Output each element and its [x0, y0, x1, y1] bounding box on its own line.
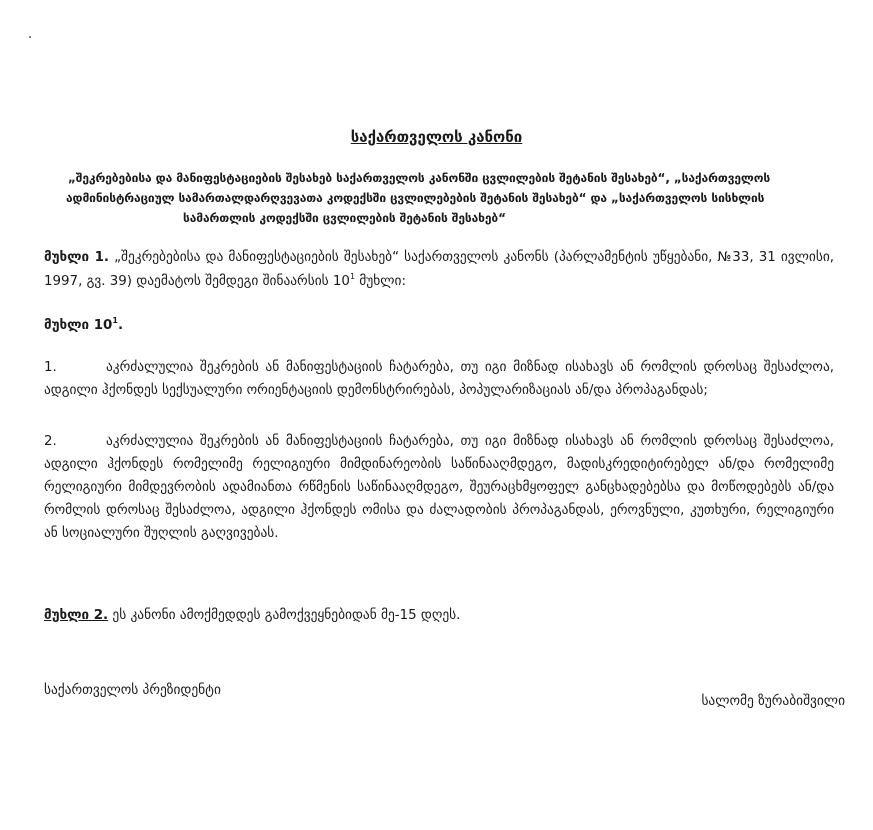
subtitle-line-3: სამართლის კოდექსში ცვლილების შეტანის შესახებ“: [183, 211, 506, 225]
item-number: 1.: [44, 360, 57, 375]
article-10-superscript: 1: [112, 316, 118, 325]
article-2: [44, 604, 834, 628]
article-1-tail: მუხლი:: [355, 274, 406, 289]
scan-speck: [29, 36, 31, 38]
article-10-item-2: [44, 430, 834, 545]
item-text: აკრძალულია შეკრების ან მანიფესტაციის ჩატარება, თუ იგი მიზნად ისახავს ან რომლის დროსაც შესაძლოა, ადგილი ჰქონდეს რომელიმე რელიგიური მიმდინარეობის საწინააღმდეგო, მადისკრედიტირებელ ან/და რომელიმე რელიგიური მიმდევრობის ადამიანთა რწმენის საწინააღმდეგო, შეურაცხმყოფელ განცხადებებსა და მოწოდებებს ან/და რომლის დროსაც შესაძლოა, ადგილი ჰქონდეს ომისა და ძალადობის პროპაგანდას, ეროვნული, კუთხური, რელიგიური ან სოციალური შუღლის გაღვივებას.: [44, 434, 834, 541]
article-10-label: მუხლი 10: [44, 318, 113, 333]
article-10-tail: .: [117, 318, 124, 333]
article-1-text: „შეკრებებისა და მანიფესტაციების შესახებ“ საქართველოს კანონს (პარლამენტის უწყებანი, №33, 31 ივლისი, 1997, გვ. 39) დაემატოს შემდეგი შინაარსის 10: [44, 250, 835, 289]
article-10-item-1: [44, 356, 834, 402]
signature-name: სალომე ზურაბიშვილი: [701, 694, 845, 709]
article-2-text: ეს კანონი ამოქმედდეს გამოქვეყნებიდან მე-15 დღეს.: [108, 608, 461, 623]
article-1-label: მუხლი 1.: [44, 250, 109, 265]
document-subtitle: [66, 168, 832, 228]
article-1: [44, 246, 834, 294]
article-2-label: მუხლი 2.: [44, 608, 109, 623]
document-title: საქართველოს კანონი: [350, 128, 523, 146]
subtitle-line-1: „შეკრებებისა და მანიფესტაციების შესახებ საქართველოს კანონში ცვლილების შეტანის შესახებ“, „საქართველოს: [68, 171, 771, 185]
item-text: აკრძალულია შეკრების ან მანიფესტაციის ჩატარება, თუ იგი მიზნად ისახავს ან რომლის დროსაც შესაძლოა, ადგილი ჰქონდეს სექსუალური ორიენტაციის დემონსტრირებას, პოპულარიზაციას ან/და პროპაგანდას;: [44, 360, 834, 398]
article-10-1-heading: [44, 314, 834, 338]
article-1-superscript: 1: [349, 272, 356, 281]
subtitle-line-2: ადმინისტრაციულ სამართალდარღვევათა კოდექსში ცვლილებების შეტანის შესახებ“ და „საქართველოს სისხლის: [66, 191, 765, 205]
item-number: 2.: [44, 434, 57, 449]
signature-title: საქართველოს პრეზიდენტი: [44, 683, 221, 698]
